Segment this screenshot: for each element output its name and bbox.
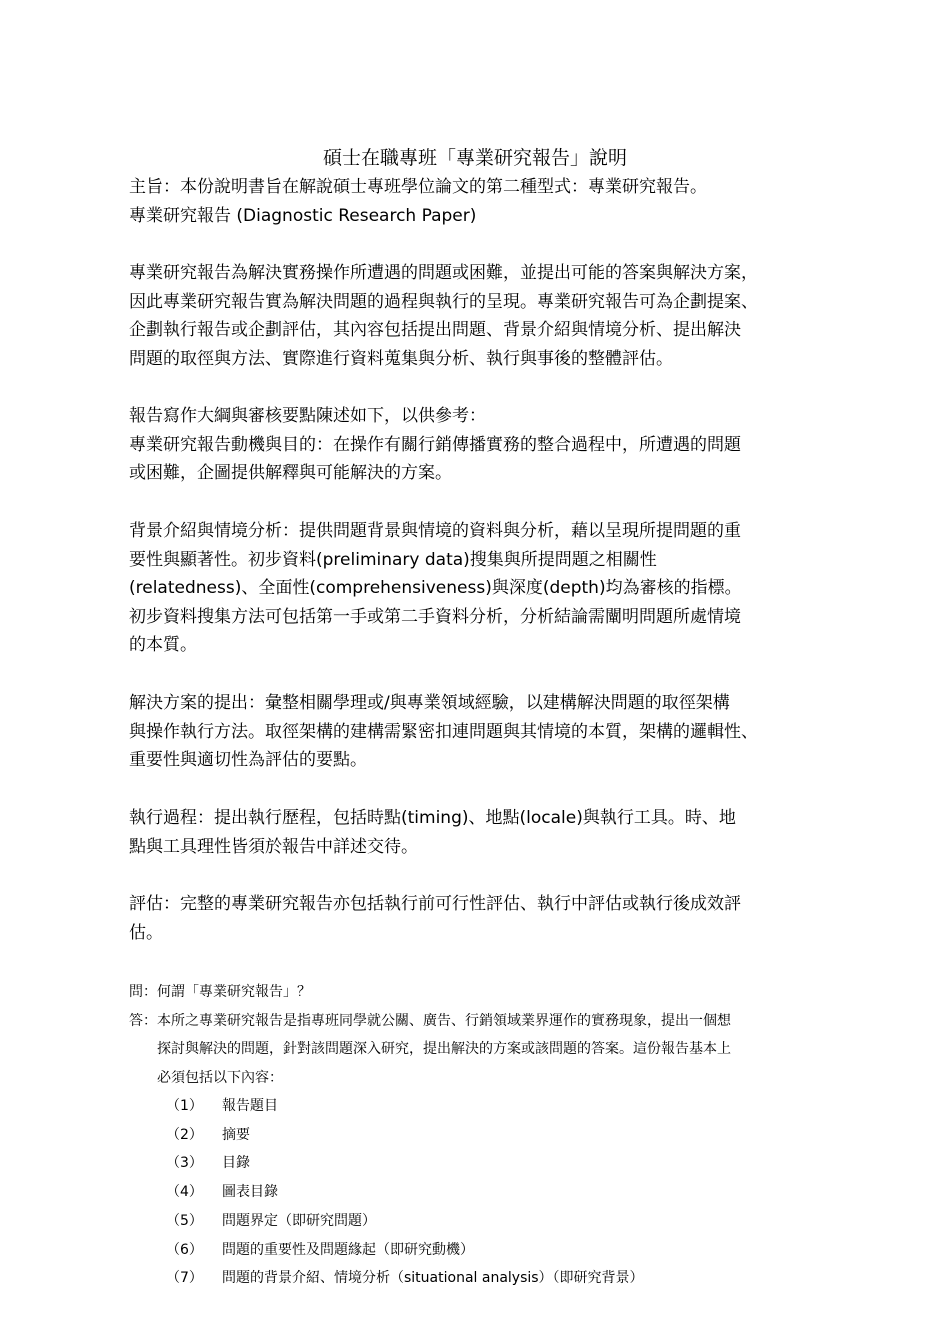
list-item: [166, 1178, 644, 1207]
answer-line: 答：本所之專業研究報告是指專班同學就公關、廣告、行銷領域業界運作的實務現象，提出一個想: [129, 1012, 731, 1029]
paragraph-line: 專業研究報告動機與目的：在操作有關行銷傳播實務的整合過程中，所遭遇的問題: [129, 434, 741, 455]
list-item-number: （4）: [166, 1184, 203, 1201]
list-item-text: 摘要: [222, 1126, 250, 1143]
intro-line: 專業研究報告 (Diagnostic Research Paper): [129, 205, 477, 226]
paragraph-line: 初步資料搜集方法可包括第一手或第二手資料分析，分析結論需闡明問題所處情境: [129, 606, 741, 627]
paragraph-line: 專業研究報告為解決實務操作所遭遇的問題或困難，並提出可能的答案與解決方案，: [129, 263, 758, 283]
list-item: [166, 1121, 644, 1150]
paragraph-line: 點與工具理性皆須於報告中詳述交待。: [129, 836, 418, 857]
intro-block: [129, 173, 839, 230]
paragraph-line: 解決方案的提出：彙整相關學理或/與專業領域經驗，以建構解決問題的取徑架構: [129, 693, 730, 713]
list-item-number: （7）: [166, 1270, 203, 1287]
list-item-text: 問題的背景介紹、情境分析（situational analysis）（即研究背景）: [222, 1270, 644, 1287]
list-item: [166, 1264, 644, 1293]
list-item-number: （6）: [166, 1241, 203, 1258]
qa-block: [129, 978, 849, 1092]
paragraph-line: 執行過程：提出執行歷程，包括時點(timing)、地點(locale)與執行工具。時、地: [129, 808, 736, 828]
intro-line: 主旨：本份說明書旨在解說碩士專班學位論文的第二種型式：專業研究報告。: [129, 177, 707, 197]
background-paragraph: [129, 517, 839, 660]
list-item-text: 報告題目: [222, 1098, 278, 1114]
list-item-text: 問題界定（即研究問題）: [222, 1212, 376, 1229]
paragraph-line: 因此專業研究報告實為解決問題的過程與執行的呈現。專業研究報告可為企劃提案、: [129, 291, 758, 312]
answer-line: 必須包括以下內容：: [157, 1069, 283, 1086]
list-item-number: （2）: [166, 1126, 203, 1143]
paragraph-line: 企劃執行報告或企劃評估，其內容包括提出問題、背景介紹與情境分析、提出解決: [129, 320, 741, 340]
paragraph-line: 評估：完整的專業研究報告亦包括執行前可行性評估、執行中評估或執行後成效評: [129, 894, 741, 914]
document-title: 碩士在職專班「專業研究報告」說明: [322, 147, 627, 169]
solution-paragraph: [129, 689, 839, 775]
list-item: [166, 1236, 644, 1265]
list-item: [166, 1207, 644, 1236]
answer-line: 探討與解決的問題，針對該問題深入研究，提出解決的方案或該問題的答案。這份報告基本上: [157, 1041, 731, 1058]
list-item-text: 目錄: [222, 1155, 250, 1172]
execution-paragraph: [129, 804, 839, 861]
paragraph-line: 重要性與適切性為評估的要點。: [129, 750, 367, 770]
paragraph-line: 要性與顯著性。初步資料(preliminary data)搜集與所提問題之相關性: [129, 549, 657, 570]
list-item: [166, 1149, 644, 1178]
paragraph-line: (relatedness)、全面性(comprehensiveness)與深度(depth)均為審核的指標。: [129, 578, 742, 598]
list-item-number: （1）: [166, 1098, 203, 1114]
outline-paragraph: [129, 402, 839, 488]
list-item-text: 問題的重要性及問題緣起（即研究動機）: [222, 1241, 474, 1258]
paragraph-line: 估。: [129, 922, 163, 943]
evaluation-paragraph: [129, 890, 839, 947]
list-item-number: （5）: [166, 1212, 203, 1229]
list-item-text: 圖表目錄: [222, 1184, 278, 1201]
paragraph-line: 與操作執行方法。取徑架構的建構需緊密扣連問題與其情境的本質，架構的邏輯性、: [129, 721, 758, 742]
paragraph-line: 報告寫作大綱與審核要點陳述如下，以供參考：: [129, 406, 486, 426]
paragraph-line: 或困難，企圖提供解釋與可能解決的方案。: [129, 463, 452, 483]
contents-list: [166, 1092, 644, 1293]
paragraph-line: 問題的取徑與方法、實際進行資料蒐集與分析、執行與事後的整體評估。: [129, 348, 673, 369]
question-line: 問：何謂「專業研究報告」？: [129, 984, 311, 1000]
paragraph-line: 背景介紹與情境分析：提供問題背景與情境的資料與分析，藉以呈現所提問題的重: [129, 521, 741, 541]
list-item: [166, 1092, 644, 1121]
list-item-number: （3）: [166, 1155, 203, 1172]
paragraph-line: 的本質。: [129, 635, 197, 655]
definition-paragraph: [129, 259, 839, 373]
